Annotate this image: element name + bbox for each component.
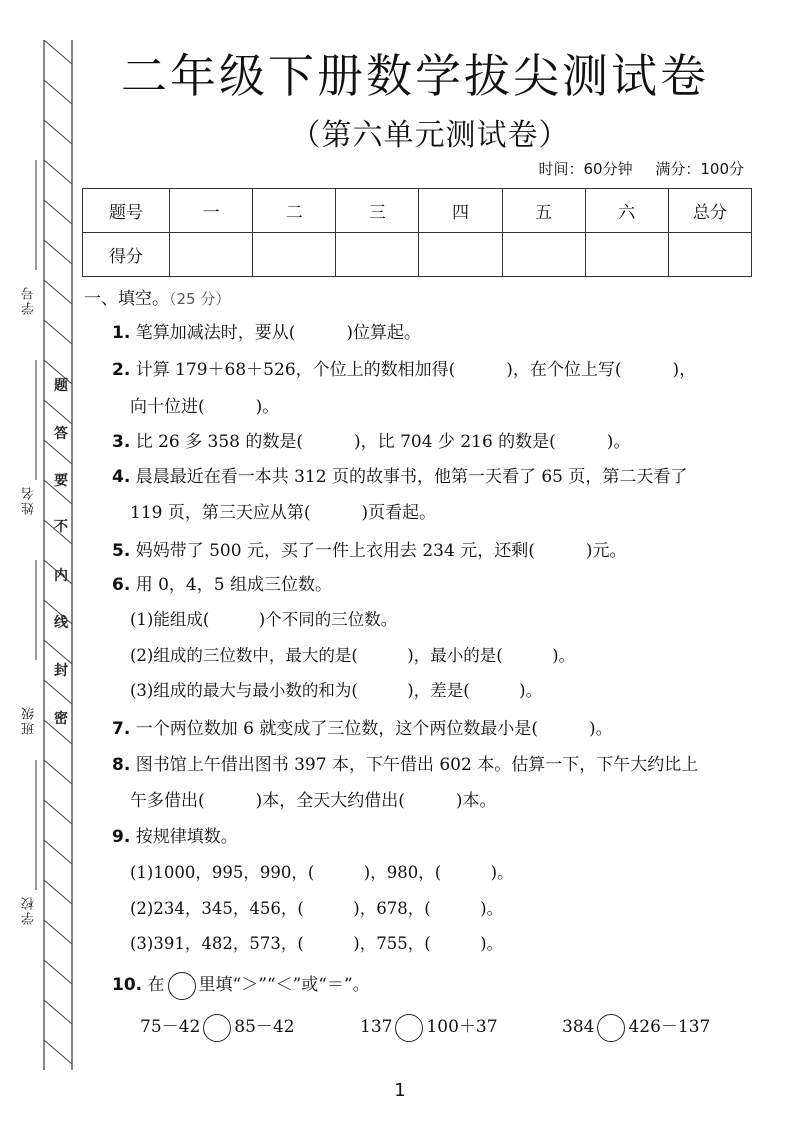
question-text: 里填“＞”“＜”或“＝”。 (198, 975, 370, 995)
score-cell: 得分 (83, 233, 170, 277)
score-input-cell[interactable] (585, 233, 668, 277)
score-cell: 三 (336, 189, 419, 233)
question-2 (112, 355, 696, 380)
question-text: 午多借出( )本，全天大约借出( )本。 (130, 791, 497, 811)
seal-char: 答 (54, 426, 68, 442)
question-text: 119 页，第三天应从第( )页看起。 (130, 503, 437, 523)
answer-circle-icon (168, 972, 196, 1000)
score-table-score-row (83, 233, 752, 277)
question-text: 晨晨最近在看一本共 312 页的故事书，他第一天看了 65 页，第二天看了 (135, 467, 688, 487)
question-1 (112, 318, 421, 343)
score-cell: 一 (170, 189, 253, 233)
score-input-cell[interactable] (253, 233, 336, 277)
question-8 (112, 750, 698, 775)
question-9-sub-3 (130, 930, 503, 954)
score-cell: 题号 (83, 189, 170, 233)
score-input-cell[interactable] (668, 233, 751, 277)
seal-char: 不 (54, 519, 68, 535)
page-number: 1 (394, 1080, 406, 1101)
question-number: 5. (112, 541, 131, 561)
question-text: 计算 179＋68＋526，个位上的数相加得( )，在个位上写( )， (135, 360, 697, 380)
compare-right: 426－137 (628, 1017, 711, 1037)
score-input-cell[interactable] (502, 233, 585, 277)
score-cell: 六 (585, 189, 668, 233)
question-10 (112, 970, 370, 1000)
question-number: 3. (112, 432, 131, 452)
question-text: 用 0，4，5 组成三位数。 (135, 575, 332, 595)
exam-subtitle: （第六单元测试卷） (290, 118, 570, 153)
question-9 (112, 822, 238, 847)
full-score: 满分：100分 (655, 160, 744, 178)
score-cell: 总分 (668, 189, 751, 233)
question-2-continued (130, 392, 279, 417)
sub-question-text: (3)组成的最大与最小数的和为( )，差是( )。 (130, 681, 543, 700)
compare-left: 137 (360, 1017, 393, 1037)
section-title: 一、填空。 (84, 289, 169, 309)
question-number: 4. (112, 467, 131, 487)
question-text: 在 (147, 975, 165, 995)
question-number: 8. (112, 755, 131, 775)
sub-question-text: (2)234，345，456，( )，678，( )。 (130, 899, 504, 918)
compare-answer-circle[interactable] (597, 1014, 625, 1042)
time-limit: 时间：60分钟 (538, 160, 633, 178)
seal-char: 密 (54, 711, 68, 727)
compare-answer-circle[interactable] (395, 1014, 423, 1042)
question-number: 6. (112, 575, 131, 595)
student-name-label: 姓名 (22, 485, 37, 515)
question-number: 2. (112, 360, 131, 380)
question-number: 7. (112, 719, 131, 739)
question-8-continued (130, 786, 497, 811)
score-cell: 四 (419, 189, 502, 233)
sub-question-text: (1)能组成( )个不同的三位数。 (130, 610, 398, 629)
compare-item-3 (562, 1012, 710, 1042)
question-7 (112, 714, 613, 739)
score-input-cell[interactable] (336, 233, 419, 277)
score-table-header-row (83, 189, 752, 233)
question-6 (112, 570, 332, 595)
student-id-label: 学号 (22, 285, 37, 315)
question-9-sub-1 (130, 859, 514, 883)
class-label: 班级 (22, 705, 37, 735)
section-points: （25 分） (169, 290, 231, 308)
question-number: 1. (112, 323, 131, 343)
question-text: 按规律填数。 (135, 827, 238, 847)
sub-question-text: (1)1000，995，990，( )，980，( )。 (130, 863, 514, 882)
question-6-sub-3 (130, 677, 542, 701)
compare-left: 75－42 (140, 1017, 201, 1037)
question-number: 10. (112, 975, 143, 995)
question-3 (112, 427, 630, 452)
compare-item-2 (360, 1012, 498, 1042)
compare-right: 85－42 (234, 1017, 295, 1037)
seal-char: 封 (54, 663, 68, 679)
question-6-sub-1 (130, 606, 397, 630)
question-text: 比 26 多 358 的数是( )，比 704 少 216 的数是( )。 (135, 432, 631, 452)
question-4-continued (130, 498, 436, 523)
question-5 (112, 536, 626, 561)
seal-char: 题 (54, 378, 68, 394)
compare-item-1 (140, 1012, 295, 1042)
question-text: 图书馆上午借出图书 397 本，下午借出 602 本。估算一下，下午大约比上 (135, 755, 699, 775)
seal-char: 线 (54, 615, 68, 631)
question-text: 妈妈带了 500 元，买了一件上衣用去 234 元，还剩( )元。 (135, 541, 627, 561)
score-table (82, 188, 752, 277)
sub-question-text: (3)391，482，573，( )，755，( )。 (130, 934, 504, 953)
score-cell: 二 (253, 189, 336, 233)
seal-char: 要 (54, 473, 68, 489)
question-9-sub-2 (130, 895, 503, 919)
score-input-cell[interactable] (419, 233, 502, 277)
compare-answer-circle[interactable] (203, 1014, 231, 1042)
binding-margin-lines (0, 40, 80, 1070)
question-text: 笔算加减法时，要从( )位算起。 (135, 323, 421, 343)
compare-right: 100＋37 (426, 1017, 498, 1037)
question-text: 向十位进( )。 (130, 397, 280, 417)
question-6-sub-2 (130, 642, 575, 666)
question-number: 9. (112, 827, 131, 847)
seal-char: 内 (54, 568, 68, 584)
question-4 (112, 462, 687, 487)
question-text: 一个两位数加 6 就变成了三位数，这个两位数最小是( )。 (135, 719, 613, 739)
sub-question-text: (2)组成的三位数中，最大的是( )，最小的是( )。 (130, 646, 576, 665)
school-label: 学校 (22, 895, 37, 925)
exam-meta (520, 158, 744, 179)
score-input-cell[interactable] (170, 233, 253, 277)
score-cell: 五 (502, 189, 585, 233)
section-heading (84, 284, 230, 309)
compare-left: 384 (562, 1017, 595, 1037)
exam-title: 二年级下册数学拔尖测试卷 (121, 49, 709, 103)
